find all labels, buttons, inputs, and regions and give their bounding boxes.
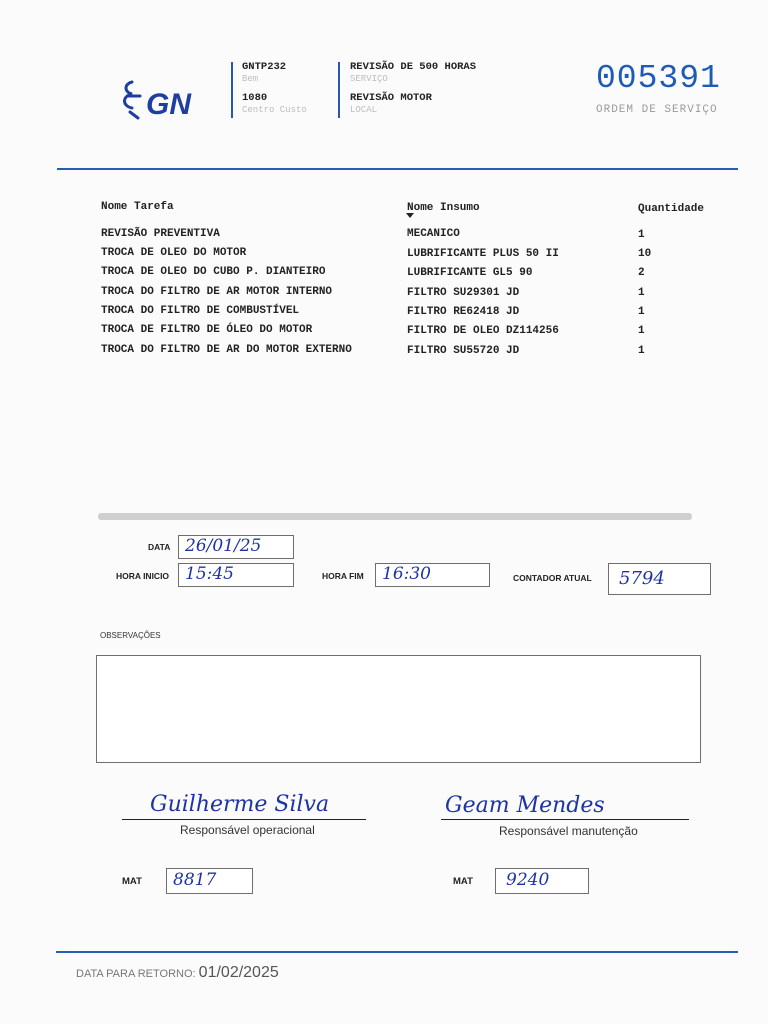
cell-tarefa: TROCA DE FILTRO DE ÓLEO DO MOTOR	[101, 324, 313, 336]
retorno-label-text: DATA PARA RETORNO:	[76, 968, 196, 980]
cell-tarefa: TROCA DO FILTRO DE COMBUSTÍVEL	[101, 305, 300, 317]
cell-quantidade: 1	[638, 345, 645, 357]
cell-tarefa: TROCA DO FILTRO DE AR MOTOR INTERNO	[101, 286, 333, 298]
hora-fim-value: 16:30	[382, 564, 431, 584]
column-header-quantidade[interactable]: Quantidade	[638, 203, 705, 215]
cell-insumo: FILTRO SU55720 JD	[407, 345, 520, 357]
cell-insumo: FILTRO RE62418 JD	[407, 306, 520, 318]
servico-label: SERVIÇO	[350, 74, 388, 84]
cell-insumo: MECANICO	[407, 228, 460, 240]
cell-quantidade: 2	[638, 267, 645, 279]
centro-custo-label: Centro Custo	[242, 105, 307, 115]
mat-operacional-value: 8817	[173, 870, 217, 890]
cell-quantidade: 10	[638, 248, 652, 260]
caption-operacional: Responsável operacional	[180, 823, 315, 837]
order-number: 005391	[596, 60, 721, 97]
column-header-tarefa[interactable]: Nome Tarefa	[101, 201, 174, 213]
local-value: REVISÃO MOTOR	[350, 92, 432, 104]
data-label: DATA	[148, 542, 171, 552]
signature-line	[122, 819, 366, 820]
mat-operacional-field[interactable]	[166, 868, 253, 894]
signature-manutencao: Geam Mendes	[445, 793, 605, 818]
observacoes-label: OBSERVAÇÕES	[100, 631, 161, 640]
data-value: 26/01/25	[185, 536, 262, 556]
mat-label: MAT	[122, 876, 142, 887]
hora-fim-label: HORA FIM	[322, 571, 364, 581]
footer-rule	[56, 951, 738, 953]
signature-operacional: Guilherme Silva	[150, 792, 330, 817]
contador-value: 5794	[619, 568, 665, 589]
bem-code: GNTP232	[242, 61, 287, 73]
cell-insumo: LUBRIFICANTE PLUS 50 II	[407, 248, 559, 260]
cell-tarefa: TROCA DE OLEO DO CUBO P. DIANTEIRO	[101, 266, 326, 278]
observacoes-field[interactable]	[96, 655, 701, 763]
contador-field[interactable]	[608, 563, 711, 595]
mat-label: MAT	[453, 876, 473, 887]
cell-insumo: LUBRIFICANTE GL5 90	[407, 267, 533, 279]
retorno-value: 01/02/2025	[198, 964, 279, 981]
centro-custo-code: 1080	[242, 92, 268, 104]
order-label: ORDEM DE SERVIÇO	[596, 104, 718, 116]
cell-quantidade: 1	[638, 287, 645, 299]
cell-quantidade: 1	[638, 229, 645, 241]
header-divider	[338, 62, 340, 118]
local-label: LOCAL	[350, 105, 378, 115]
servico-value: REVISÃO DE 500 HORAS	[350, 61, 477, 73]
cell-insumo: FILTRO DE OLEO DZ114256	[407, 325, 559, 337]
cell-quantidade: 1	[638, 306, 645, 318]
hora-inicio-value: 15:45	[185, 564, 234, 584]
mat-manutencao-value: 9240	[506, 870, 550, 890]
cell-tarefa: REVISÃO PREVENTIVA	[101, 228, 220, 240]
header-rule	[57, 168, 738, 170]
retorno-label	[76, 964, 279, 982]
svg-text:GN: GN	[146, 88, 191, 121]
header-divider	[231, 62, 233, 118]
caption-manutencao: Responsável manutenção	[499, 824, 638, 838]
cell-insumo: FILTRO SU29301 JD	[407, 287, 520, 299]
contador-label: CONTADOR ATUAL	[513, 573, 592, 583]
bem-label: Bem	[242, 74, 259, 84]
column-header-insumo[interactable]: Nome Insumo	[407, 202, 480, 214]
hora-fim-field[interactable]	[375, 563, 490, 587]
hora-inicio-field[interactable]	[178, 563, 294, 587]
hora-inicio-label: HORA INICIO	[116, 571, 170, 581]
data-field[interactable]	[178, 535, 294, 559]
cell-tarefa: TROCA DE OLEO DO MOTOR	[101, 247, 247, 259]
signature-line	[441, 819, 689, 820]
section-divider	[98, 513, 692, 520]
cell-tarefa: TROCA DO FILTRO DE AR DO MOTOR EXTERNO	[101, 344, 352, 356]
cell-quantidade: 1	[638, 325, 645, 337]
sort-caret-icon[interactable]	[406, 213, 414, 218]
mat-manutencao-field[interactable]	[495, 868, 589, 894]
company-logo	[118, 74, 202, 122]
